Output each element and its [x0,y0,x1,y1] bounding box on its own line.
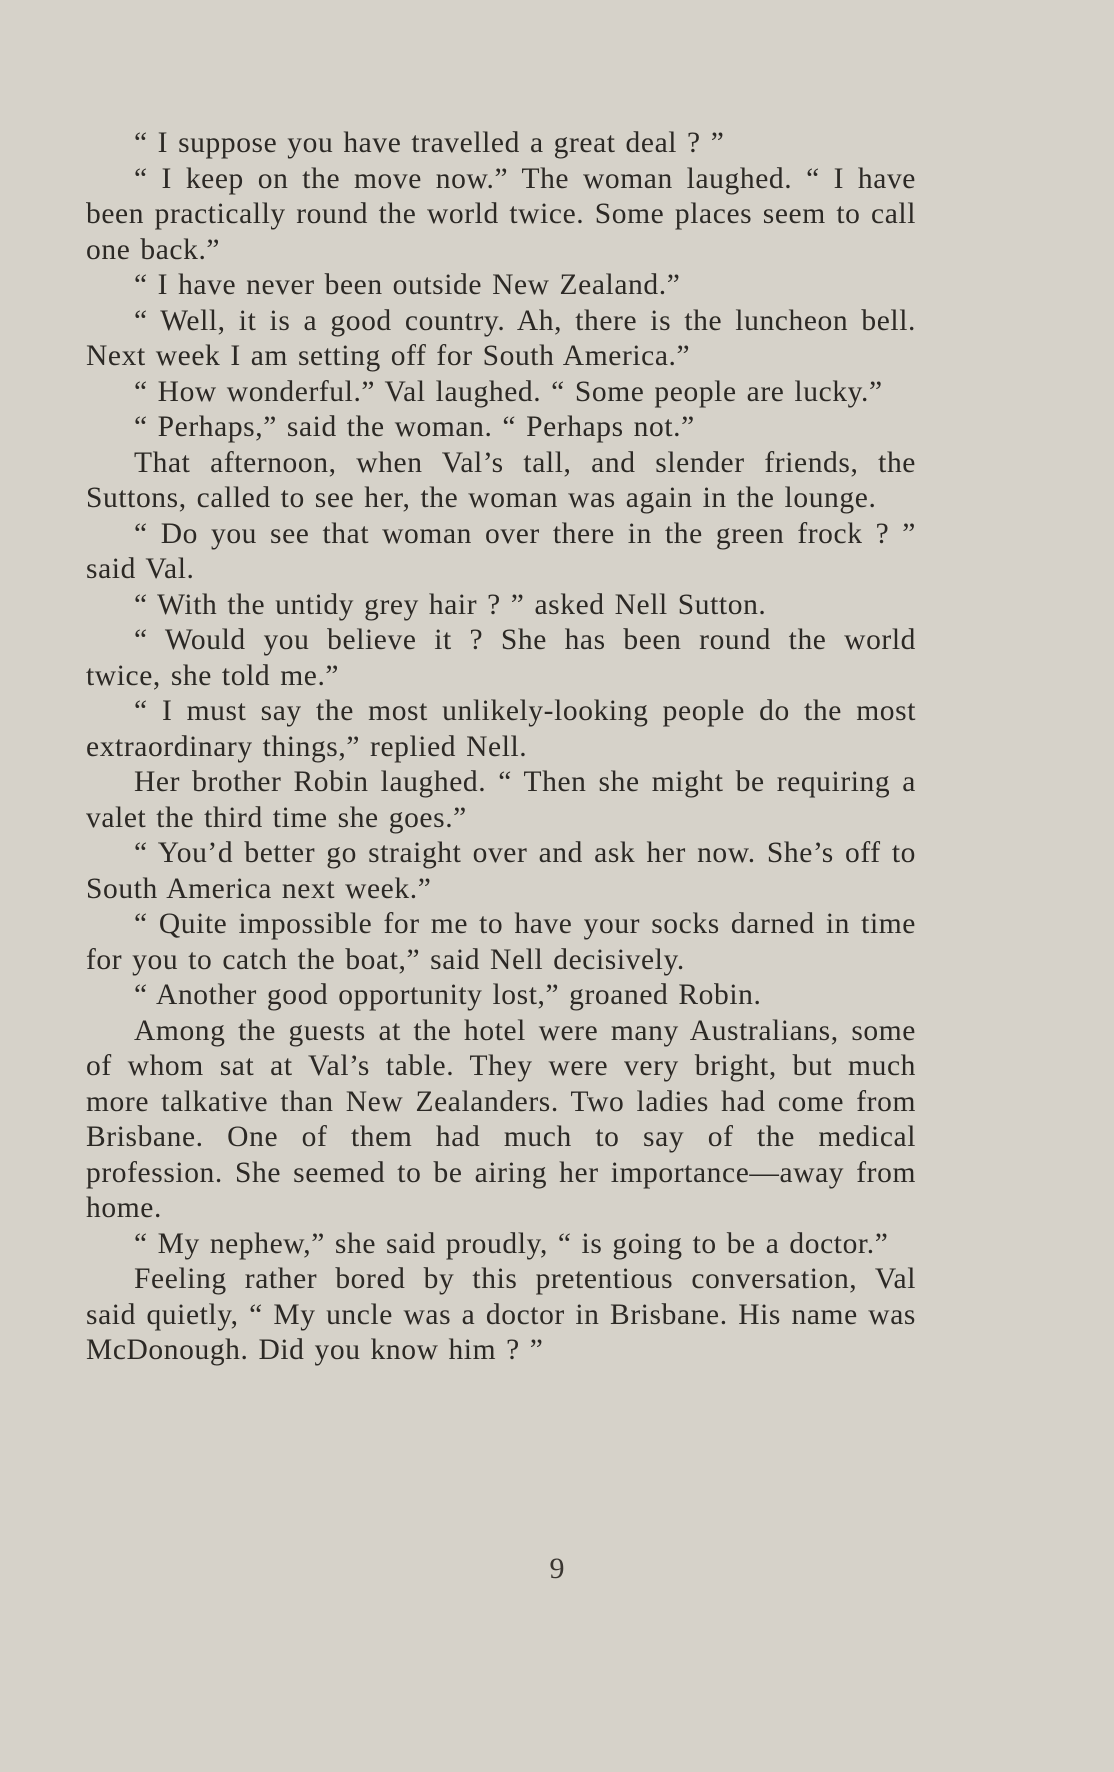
paragraph: “ Perhaps,” said the woman. “ Perhaps not.” [134,411,695,443]
paragraph: “ I suppose you have travelled a great deal ? ” [134,127,725,159]
paragraph: That afternoon, when Val’s tall, and slender friends, the Suttons, called to see her, the woman was again in the lounge. [86,446,916,514]
page-body-text [86,126,916,1369]
paragraph: Among the guests at the hotel were many Australians, some of whom sat at Val’s table. They were very bright, but much more talkative than New Zealanders. Two ladies had come from Brisbane. One of them had much to say of the medical profession. She seemed to be airing her importance—away from home. [86,1014,916,1224]
paragraph: “ How wonderful.” Val laughed. “ Some people are lucky.” [134,375,883,408]
paragraph: “ Do you see that woman over there in the green frock ? ” said Val. [86,517,916,585]
paragraph: Feeling rather bored by this pretentious conversation, Val said quietly, “ My uncle was a doctor in Brisbane. His name was McDonough. Did you know him ? ” [86,1263,916,1366]
paragraph: “ You’d better go straight over and ask her now. She’s off to South America next week.” [86,837,916,905]
paragraph: “ I keep on the move now.” The woman laughed. “ I have been practically round the world twice. Some places seem to call one back.” [86,162,916,266]
paragraph: “ With the untidy grey hair ? ” asked Nell Sutton. [134,588,767,621]
paragraph: “ I must say the most unlikely-looking people do the most extraordinary things,” replied Nell. [86,695,916,763]
paragraph: “ Would you believe it ? She has been round the world twice, she told me.” [86,624,916,692]
paragraph: “ My nephew,” she said proudly, “ is going to be a doctor.” [134,1227,889,1260]
page-number: 9 [549,1552,565,1585]
paragraph: “ I have never been outside New Zealand.” [134,269,681,301]
paragraph: “ Quite impossible for me to have your socks darned in time for you to catch the boat,” said Nell decisively. [86,908,916,976]
paragraph: Her brother Robin laughed. “ Then she might be requiring a valet the third time she goes.” [86,766,916,834]
paragraph: “ Well, it is a good country. Ah, there is the luncheon bell. Next week I am setting off for South America.” [86,304,916,372]
paragraph: “ Another good opportunity lost,” groaned Robin. [134,979,762,1011]
